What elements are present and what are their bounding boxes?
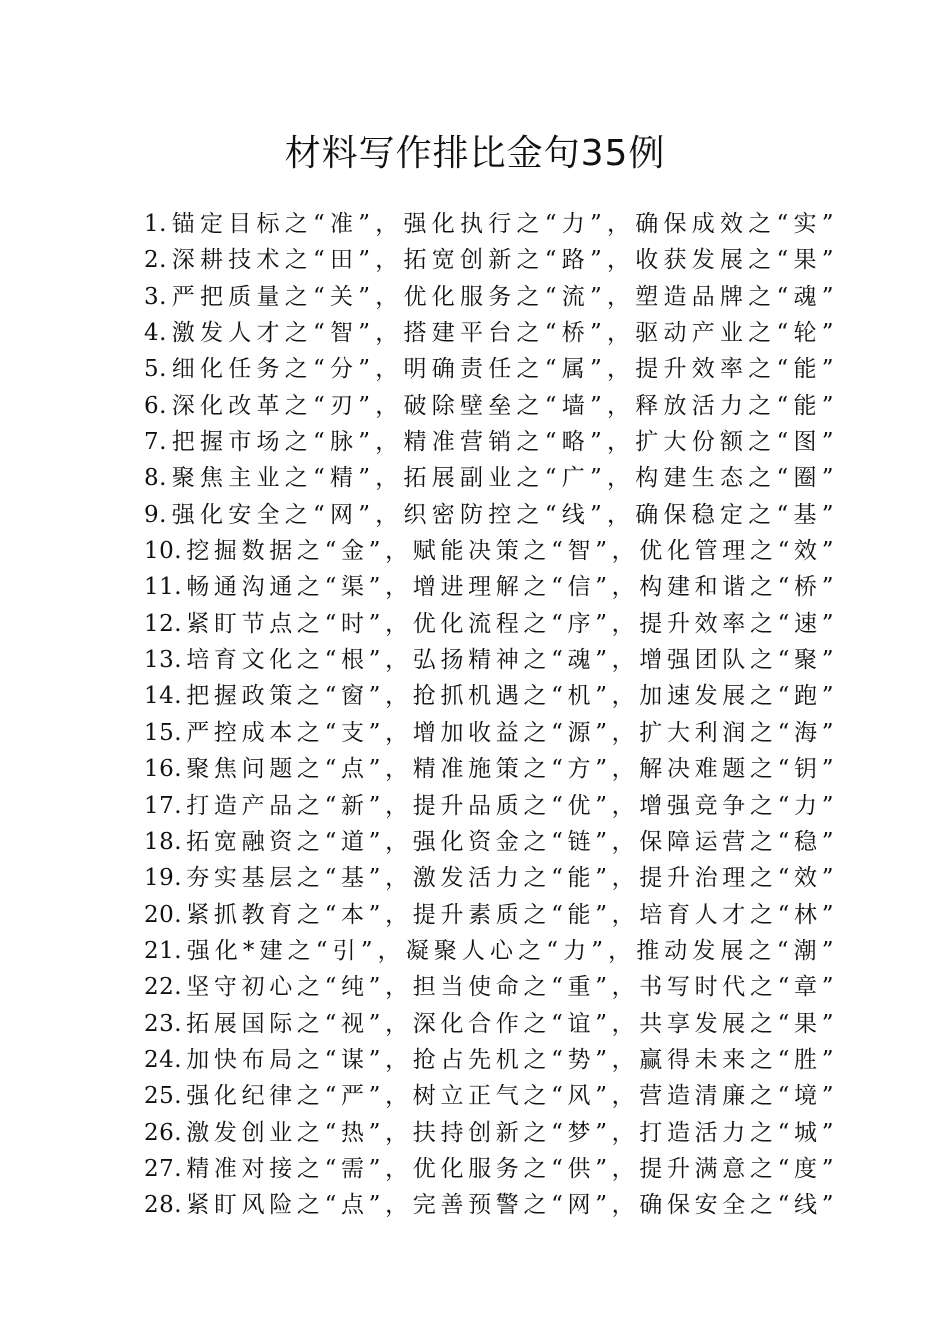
list-item: 8.聚焦主业之“精”，拓展副业之“广”，构建生态之“圈” (144, 465, 834, 492)
list-item: 12.紧盯节点之“时”，优化流程之“序”，提升效率之“速” (144, 610, 834, 637)
list-item: 3.严把质量之“关”，优化服务之“流”，塑造品牌之“魂” (144, 283, 834, 310)
list-item: 17.打造产品之“新”，提升品质之“优”，增强竞争之“力” (144, 792, 834, 819)
list-item: 26.激发创业之“热”，扶持创新之“梦”，打造活力之“城” (144, 1119, 834, 1146)
list-item: 22.坚守初心之“纯”，担当使命之“重”，书写时代之“章” (144, 974, 834, 1001)
list-item: 7.把握市场之“脉”，精准营销之“略”，扩大份额之“图” (144, 429, 834, 456)
list-item: 18.拓宽融资之“道”，强化资金之“链”，保障运营之“稳” (144, 828, 834, 855)
list-item: 11.畅通沟通之“渠”，增进理解之“信”，构建和谐之“桥” (144, 574, 834, 601)
list-item: 21.强化*建之“引”，凝聚人心之“力”，推动发展之“潮” (144, 937, 834, 964)
list-item: 27.精准对接之“需”，优化服务之“供”，提升满意之“度” (144, 1155, 834, 1182)
list-item: 5.细化任务之“分”，明确责任之“属”，提升效率之“能” (144, 356, 834, 383)
document-title: 材料写作排比金句35例 (284, 133, 666, 174)
list-item: 23.拓展国际之“视”，深化合作之“谊”，共享发展之“果” (144, 1010, 834, 1037)
sentence-list (144, 206, 834, 1224)
list-item: 24.加快布局之“谋”，抢占先机之“势”，赢得未来之“胜” (144, 1046, 834, 1073)
list-item: 13.培育文化之“根”，弘扬精神之“魂”，增强团队之“聚” (144, 647, 834, 674)
list-item: 15.严控成本之“支”，增加收益之“源”，扩大利润之“海” (144, 719, 834, 746)
list-item: 10.挖掘数据之“金”，赋能决策之“智”，优化管理之“效” (144, 538, 834, 565)
list-item: 20.紧抓教育之“本”，提升素质之“能”，培育人才之“林” (144, 901, 834, 928)
list-item: 19.夯实基层之“基”，激发活力之“能”，提升治理之“效” (144, 865, 834, 892)
list-item: 9.强化安全之“网”，织密防控之“线”，确保稳定之“基” (144, 501, 834, 528)
list-item: 1.锚定目标之“准”，强化执行之“力”，确保成效之“实” (144, 211, 834, 237)
list-item: 25.强化纪律之“严”，树立正气之“风”，营造清廉之“境” (144, 1083, 834, 1110)
list-item: 14.把握政策之“窗”，抢抓机遇之“机”，加速发展之“跑” (144, 683, 834, 710)
list-item: 2.深耕技术之“田”，拓宽创新之“路”，收获发展之“果” (144, 247, 834, 274)
list-item: 6.深化改革之“刃”，破除壁垒之“墙”，释放活力之“能” (144, 392, 834, 419)
list-item: 4.激发人才之“智”，搭建平台之“桥”，驱动产业之“轮” (144, 320, 834, 347)
list-item: 28.紧盯风险之“点”，完善预警之“网”，确保安全之“线” (144, 1192, 834, 1219)
list-item: 16.聚焦问题之“点”，精准施策之“方”，解决难题之“钥” (144, 756, 834, 783)
